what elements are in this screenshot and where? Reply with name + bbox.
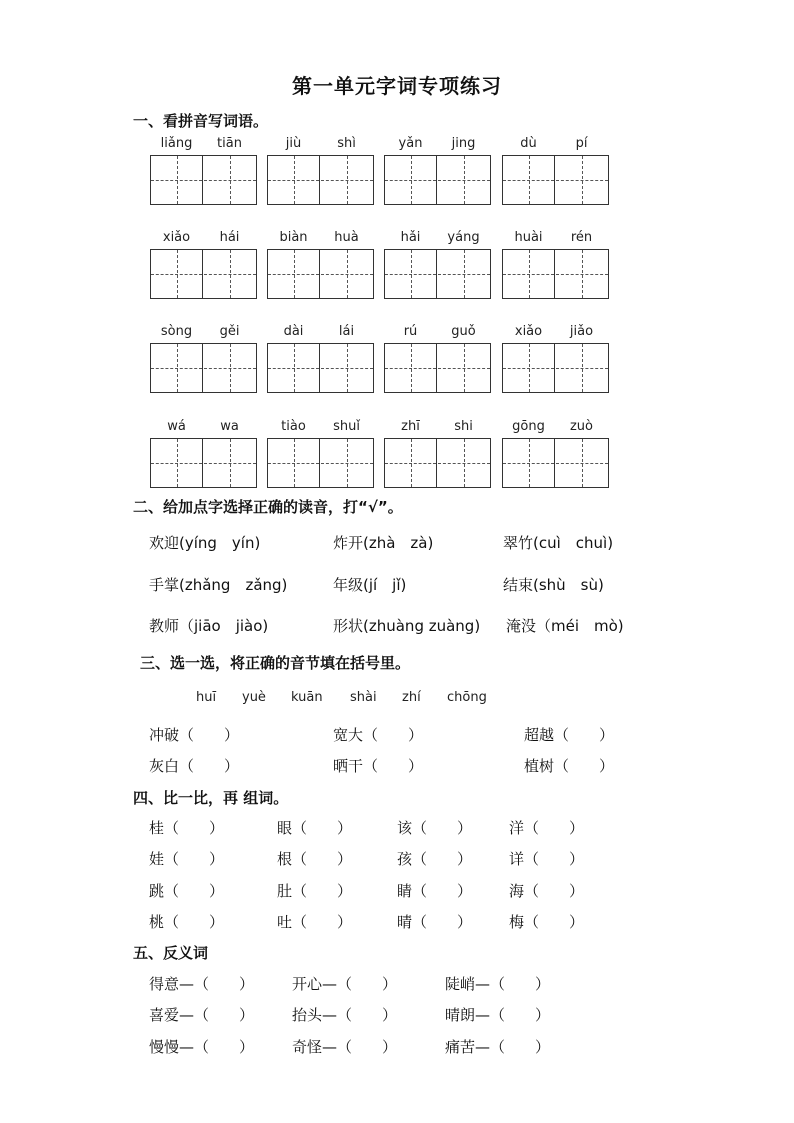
compare-word-item[interactable]: 睛（ ） xyxy=(397,882,473,900)
writing-cell[interactable] xyxy=(503,250,555,298)
writing-cell[interactable] xyxy=(321,250,373,298)
pinyin-label: rén xyxy=(570,230,593,245)
pinyin-label: dài xyxy=(283,324,304,339)
pinyin-label: liǎng xyxy=(160,136,193,151)
fill-syllable-item[interactable]: 植树（ ） xyxy=(524,757,615,775)
pinyin-label: rú xyxy=(403,324,418,339)
antonym-item[interactable]: 奇怪—（ ） xyxy=(292,1038,398,1056)
writing-grid xyxy=(502,249,609,299)
syllable-option: shài xyxy=(350,690,377,705)
writing-cell[interactable] xyxy=(556,344,608,392)
guide-line xyxy=(464,250,465,298)
guide-line xyxy=(177,344,178,392)
writing-grid xyxy=(502,438,609,488)
pinyin-label: jiù xyxy=(285,136,302,151)
syllable-option: huī xyxy=(196,690,217,705)
section-3-heading: 三、选一选，将正确的音节填在括号里。 xyxy=(140,654,411,672)
writing-cell[interactable] xyxy=(268,439,320,487)
writing-cell[interactable] xyxy=(268,344,320,392)
writing-cell[interactable] xyxy=(556,156,608,204)
antonym-item[interactable]: 得意—（ ） xyxy=(149,975,255,993)
guide-line xyxy=(529,156,530,204)
guide-line xyxy=(294,344,295,392)
guide-line xyxy=(411,344,412,392)
pinyin-label: gōng xyxy=(512,419,545,434)
writing-cell[interactable] xyxy=(321,439,373,487)
reading-choice-item[interactable]: 手掌(zhǎng zǎng) xyxy=(149,576,288,594)
guide-line xyxy=(529,439,530,487)
writing-cell[interactable] xyxy=(204,156,256,204)
antonym-item[interactable]: 慢慢—（ ） xyxy=(149,1038,255,1056)
guide-line xyxy=(294,156,295,204)
guide-line xyxy=(411,156,412,204)
pinyin-label: huà xyxy=(334,230,359,245)
writing-cell[interactable] xyxy=(204,250,256,298)
compare-word-item[interactable]: 吐（ ） xyxy=(277,913,353,931)
compare-word-item[interactable]: 肚（ ） xyxy=(277,882,353,900)
fill-syllable-item[interactable]: 晒干（ ） xyxy=(333,757,424,775)
compare-word-item[interactable]: 桂（ ） xyxy=(149,819,225,837)
reading-choice-item[interactable]: 教师（jiāo jiào) xyxy=(149,617,269,635)
pinyin-label: xiǎo xyxy=(162,230,191,245)
pinyin-label: pí xyxy=(575,136,588,151)
pinyin-label: lái xyxy=(338,324,355,339)
compare-word-item[interactable]: 孩（ ） xyxy=(397,850,473,868)
guide-line xyxy=(177,156,178,204)
antonym-item[interactable]: 痛苦—（ ） xyxy=(445,1038,551,1056)
page-title: 第一单元字词专项练习 xyxy=(292,74,502,98)
reading-choice-item[interactable]: 形状(zhuàng zuàng) xyxy=(333,617,481,635)
pinyin-label: xiǎo xyxy=(514,324,543,339)
fill-syllable-item[interactable]: 灰白（ ） xyxy=(149,757,240,775)
guide-line xyxy=(464,439,465,487)
writing-cell[interactable] xyxy=(503,439,555,487)
compare-word-item[interactable]: 该（ ） xyxy=(397,819,473,837)
writing-cell[interactable] xyxy=(204,439,256,487)
fill-syllable-item[interactable]: 超越（ ） xyxy=(524,726,615,744)
guide-line xyxy=(582,439,583,487)
reading-choice-item[interactable]: 年级(jí jǐ) xyxy=(333,576,407,594)
guide-line xyxy=(582,250,583,298)
pinyin-label: biàn xyxy=(279,230,308,245)
guide-line xyxy=(411,439,412,487)
writing-grid xyxy=(267,249,374,299)
compare-word-item[interactable]: 晴（ ） xyxy=(397,913,473,931)
guide-line xyxy=(582,344,583,392)
guide-line xyxy=(411,250,412,298)
writing-grid xyxy=(150,438,257,488)
pinyin-label: wa xyxy=(220,419,239,434)
guide-line xyxy=(464,344,465,392)
guide-line xyxy=(177,250,178,298)
writing-cell[interactable] xyxy=(151,344,203,392)
section-5-heading: 五、反义词 xyxy=(133,944,209,962)
reading-choice-item[interactable]: 结束(shù sù) xyxy=(503,576,604,594)
pinyin-label: yáng xyxy=(447,230,480,245)
guide-line xyxy=(347,156,348,204)
compare-word-item[interactable]: 海（ ） xyxy=(509,882,585,900)
fill-syllable-item[interactable]: 宽大（ ） xyxy=(333,726,424,744)
pinyin-label: shuǐ xyxy=(333,419,360,434)
guide-line xyxy=(230,156,231,204)
reading-choice-item[interactable]: 炸开(zhà zà) xyxy=(333,534,434,552)
writing-grid xyxy=(150,343,257,393)
antonym-item[interactable]: 晴朗—（ ） xyxy=(445,1006,551,1024)
writing-cell[interactable] xyxy=(321,344,373,392)
compare-word-item[interactable]: 梅（ ） xyxy=(509,913,585,931)
antonym-item[interactable]: 陡峭—（ ） xyxy=(445,975,551,993)
guide-line xyxy=(529,344,530,392)
writing-grid xyxy=(384,155,491,205)
pinyin-label: guǒ xyxy=(451,324,476,339)
writing-cell[interactable] xyxy=(321,156,373,204)
writing-grid xyxy=(502,155,609,205)
syllable-option: yuè xyxy=(242,690,266,705)
pinyin-label: jing xyxy=(451,136,476,151)
compare-word-item[interactable]: 眼（ ） xyxy=(277,819,353,837)
syllable-option: zhí xyxy=(402,690,421,705)
guide-line xyxy=(230,344,231,392)
pinyin-label: gěi xyxy=(219,324,240,339)
writing-cell[interactable] xyxy=(556,250,608,298)
writing-cell[interactable] xyxy=(503,156,555,204)
syllable-option: kuān xyxy=(291,690,323,705)
pinyin-label: sòng xyxy=(160,324,193,339)
guide-line xyxy=(347,344,348,392)
pinyin-label: hái xyxy=(219,230,240,245)
writing-cell[interactable] xyxy=(151,156,203,204)
writing-cell[interactable] xyxy=(385,439,437,487)
reading-choice-item[interactable]: 欢迎(yíng yín) xyxy=(149,534,261,552)
guide-line xyxy=(294,439,295,487)
writing-cell[interactable] xyxy=(438,156,490,204)
guide-line xyxy=(230,250,231,298)
writing-grid xyxy=(384,343,491,393)
writing-grid xyxy=(267,343,374,393)
writing-cell[interactable] xyxy=(151,439,203,487)
section-2-heading: 二、给加点字选择正确的读音，打“√”。 xyxy=(133,498,403,516)
compare-word-item[interactable]: 根（ ） xyxy=(277,850,353,868)
compare-word-item[interactable]: 跳（ ） xyxy=(149,882,225,900)
section-1-heading: 一、看拼音写词语。 xyxy=(133,112,269,130)
compare-word-item[interactable]: 洋（ ） xyxy=(509,819,585,837)
writing-grid xyxy=(267,155,374,205)
pinyin-label: yǎn xyxy=(398,136,423,151)
writing-cell[interactable] xyxy=(151,250,203,298)
writing-cell[interactable] xyxy=(204,344,256,392)
reading-choice-item[interactable]: 淹没（méi mò) xyxy=(506,617,624,635)
writing-cell[interactable] xyxy=(438,439,490,487)
writing-grid xyxy=(502,343,609,393)
writing-cell[interactable] xyxy=(268,250,320,298)
guide-line xyxy=(294,250,295,298)
compare-word-item[interactable]: 桃（ ） xyxy=(149,913,225,931)
writing-cell[interactable] xyxy=(385,156,437,204)
fill-syllable-item[interactable]: 冲破（ ） xyxy=(149,726,240,744)
pinyin-label: dù xyxy=(520,136,537,151)
writing-cell[interactable] xyxy=(438,250,490,298)
pinyin-label: tiào xyxy=(281,419,306,434)
pinyin-label: jiǎo xyxy=(569,324,594,339)
writing-cell[interactable] xyxy=(503,344,555,392)
pinyin-label: shi xyxy=(454,419,473,434)
writing-cell[interactable] xyxy=(385,344,437,392)
pinyin-label: zhī xyxy=(401,419,420,434)
section-4-heading: 四、比一比，再 组词。 xyxy=(133,789,289,807)
guide-line xyxy=(347,439,348,487)
writing-grid xyxy=(150,155,257,205)
antonym-item[interactable]: 开心—（ ） xyxy=(292,975,398,993)
antonym-item[interactable]: 抬头—（ ） xyxy=(292,1006,398,1024)
syllable-option: chōng xyxy=(447,690,487,705)
pinyin-label: huài xyxy=(514,230,543,245)
guide-line xyxy=(230,439,231,487)
pinyin-label: tiān xyxy=(217,136,242,151)
antonym-item[interactable]: 喜爱—（ ） xyxy=(149,1006,255,1024)
writing-cell[interactable] xyxy=(556,439,608,487)
pinyin-label: hǎi xyxy=(400,230,421,245)
writing-cell[interactable] xyxy=(438,344,490,392)
compare-word-item[interactable]: 详（ ） xyxy=(509,850,585,868)
guide-line xyxy=(582,156,583,204)
guide-line xyxy=(464,156,465,204)
pinyin-label: zuò xyxy=(569,419,594,434)
writing-grid xyxy=(384,438,491,488)
writing-cell[interactable] xyxy=(268,156,320,204)
writing-grid xyxy=(384,249,491,299)
compare-word-item[interactable]: 娃（ ） xyxy=(149,850,225,868)
guide-line xyxy=(347,250,348,298)
guide-line xyxy=(529,250,530,298)
guide-line xyxy=(177,439,178,487)
writing-grid xyxy=(267,438,374,488)
writing-grid xyxy=(150,249,257,299)
pinyin-label: shì xyxy=(337,136,356,151)
writing-cell[interactable] xyxy=(385,250,437,298)
pinyin-label: wá xyxy=(167,419,186,434)
reading-choice-item[interactable]: 翠竹(cuì chuì) xyxy=(503,534,614,552)
